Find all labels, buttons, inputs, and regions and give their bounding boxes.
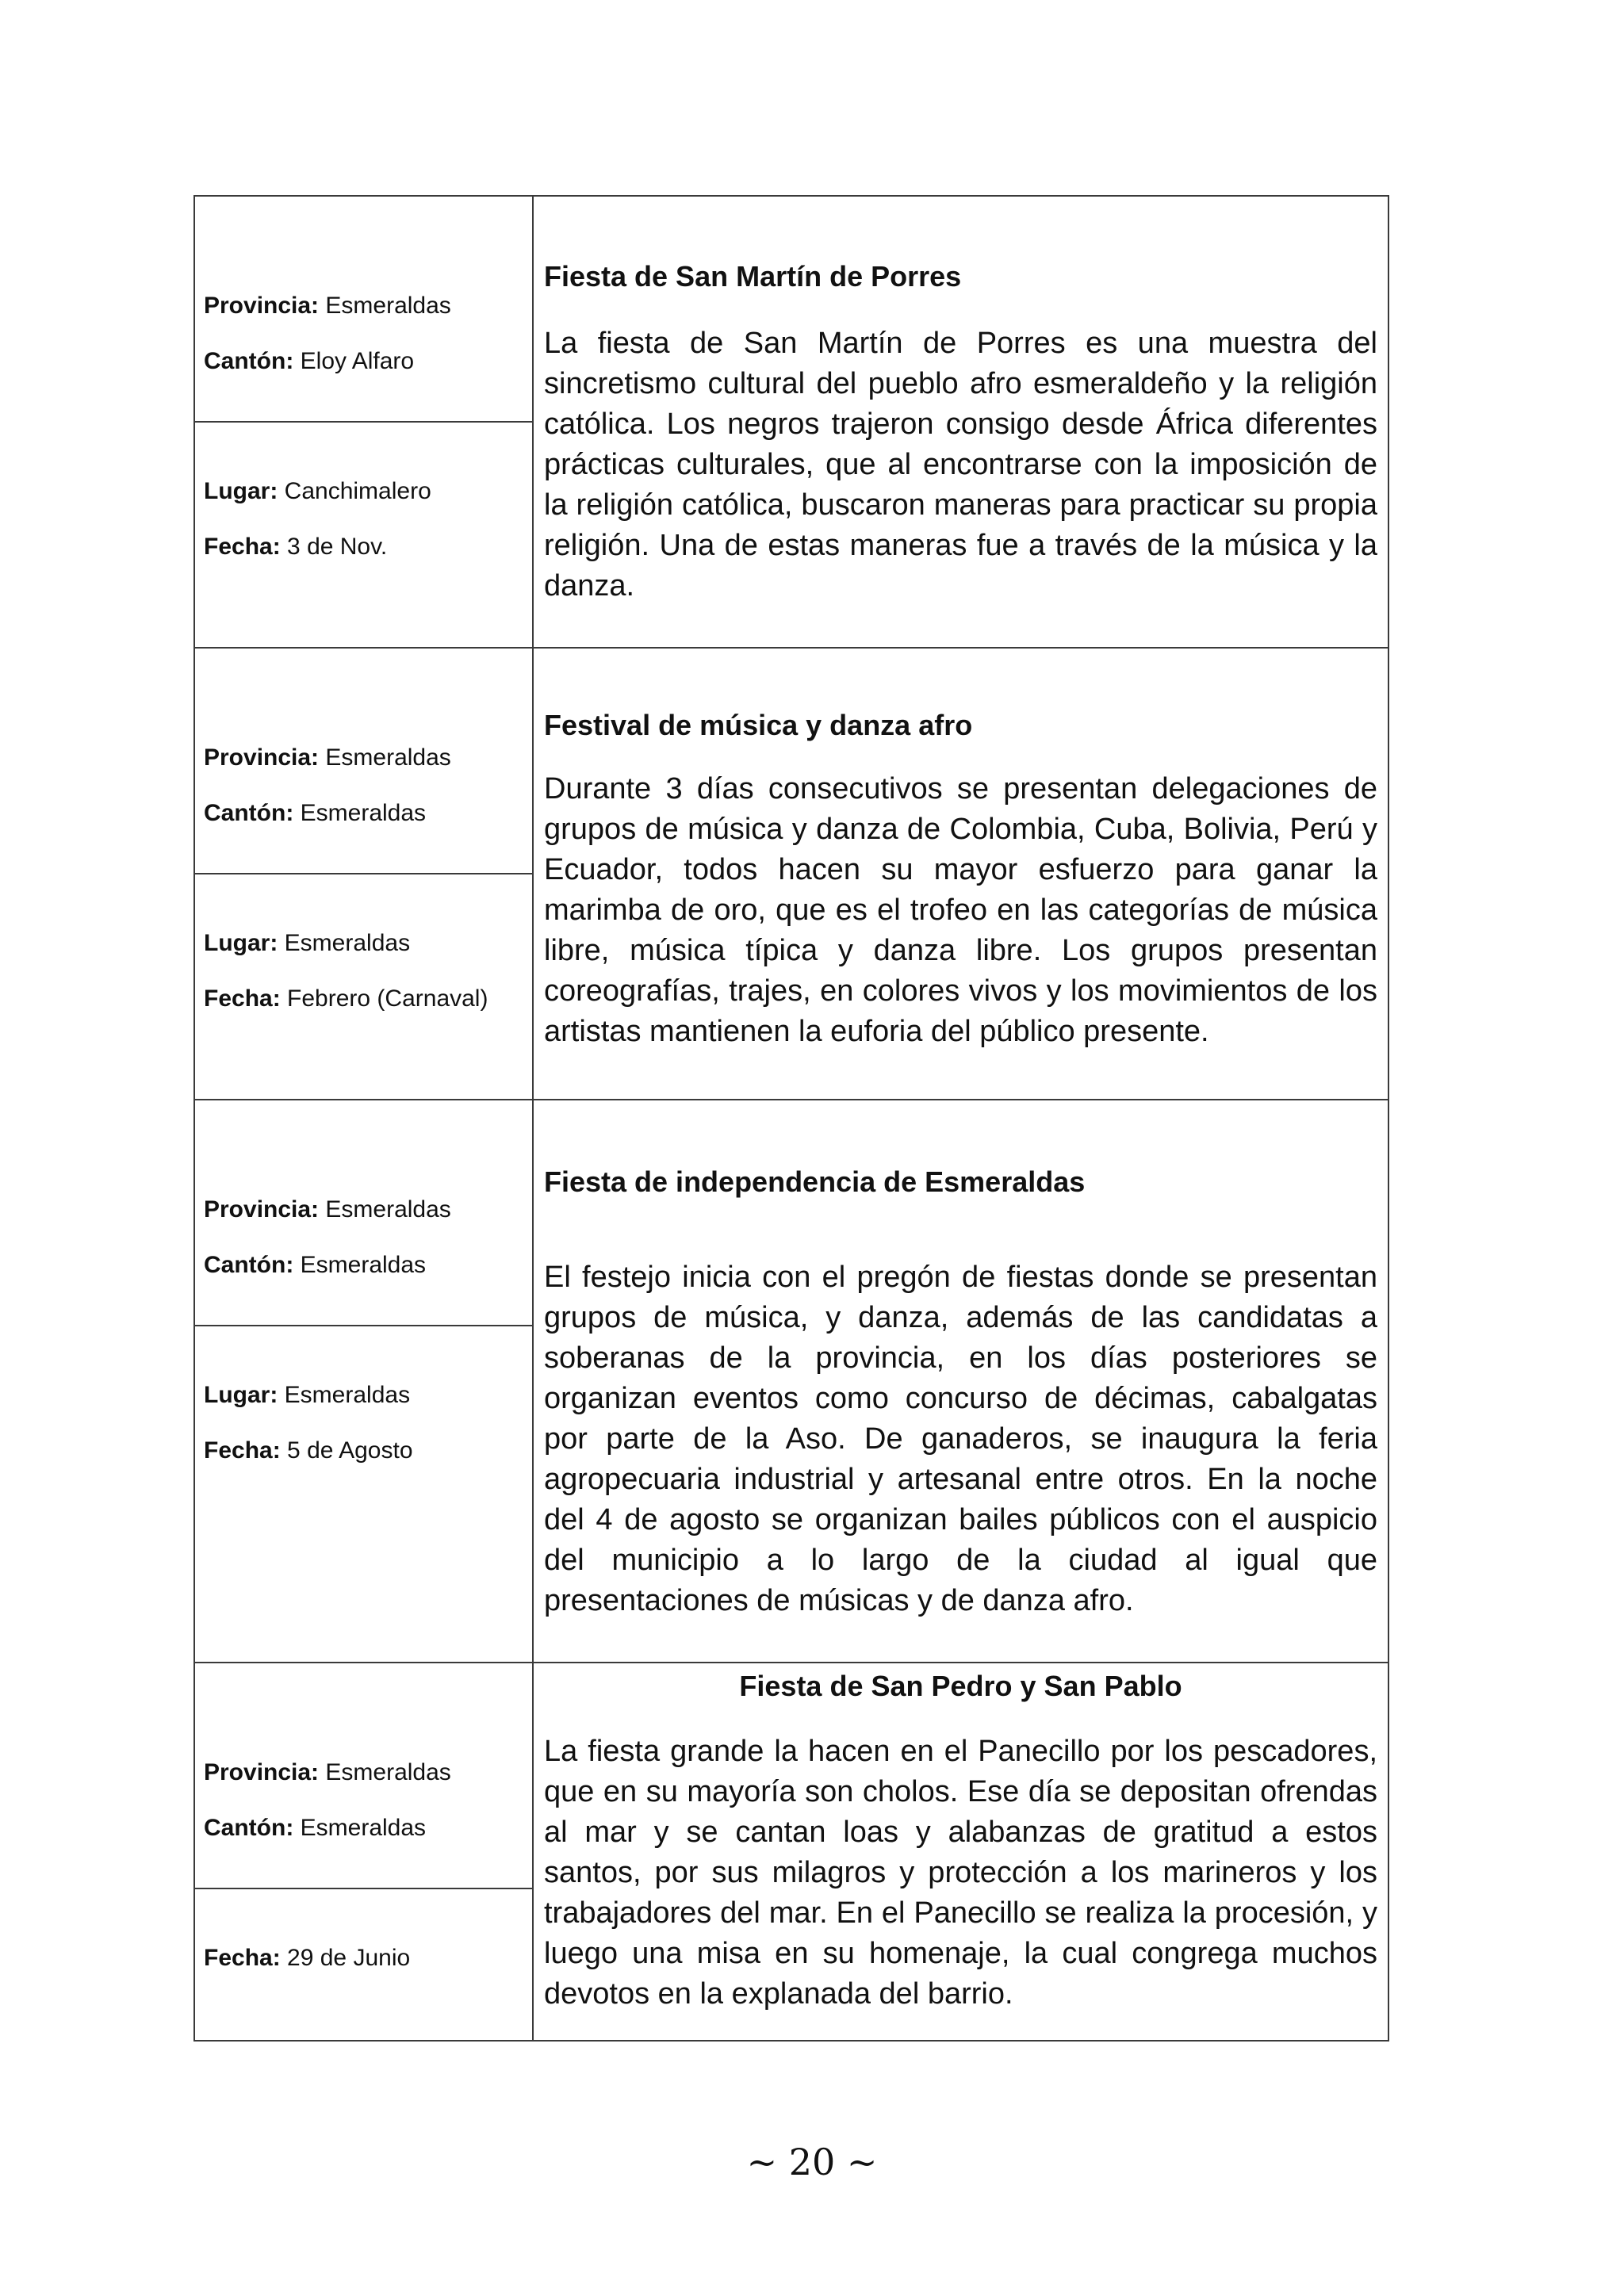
table-row: [194, 196, 1388, 648]
date-block: [195, 1326, 532, 1662]
canton-value: Esmeraldas: [300, 1252, 427, 1278]
event-description: La fiesta de San Martín de Porres es una muestra del sincretismo cultural del pueblo afro esmeraldeño y la religión católica. Los negros trajeron consigo desde África diferentes prácticas culturales, que al encontrarse con la imposición de la religión católica, buscaron maneras para practicar su propia religión. Una de estas maneras fue a través de la música y la danza.: [544, 327, 1377, 603]
location-block: [195, 649, 532, 874]
canton-line: Cantón: Esmeraldas: [204, 1815, 427, 1841]
meta-column: [194, 1663, 533, 2041]
provincia-value: Esmeraldas: [325, 293, 451, 319]
location-block: [195, 1100, 532, 1326]
fecha-line: Fecha: 29 de Junio: [204, 1945, 411, 1971]
table-row: [194, 1100, 1388, 1663]
canton-line: Cantón: Esmeraldas: [204, 800, 427, 826]
event-title: Fiesta de independencia de Esmeraldas: [544, 1165, 1086, 1198]
fecha-line: Fecha: 5 de Agosto: [204, 1437, 413, 1464]
fecha-value: 29 de Junio: [287, 1945, 411, 1971]
provincia-value: Esmeraldas: [325, 744, 451, 771]
lugar-value: Esmeraldas: [284, 1382, 411, 1408]
provincia-value: Esmeraldas: [325, 1759, 451, 1785]
description-column: [533, 1663, 1388, 2041]
canton-value: Esmeraldas: [300, 1815, 427, 1841]
table-row: [194, 648, 1388, 1100]
meta-column: [194, 1100, 533, 1663]
canton-line: Cantón: Eloy Alfaro: [204, 348, 415, 374]
lugar-value: Canchimalero: [284, 478, 431, 504]
location-block: [195, 197, 532, 423]
canton-value: Eloy Alfaro: [300, 348, 415, 374]
date-block: [195, 874, 532, 1099]
lugar-line: Lugar: Esmeraldas: [204, 1382, 411, 1408]
meta-column: [194, 648, 533, 1100]
fecha-line: Fecha: 3 de Nov.: [204, 534, 388, 560]
lugar-line: Lugar: Canchimalero: [204, 478, 431, 504]
provincia-line: Provincia: Esmeraldas: [204, 1196, 451, 1223]
event-title: Fiesta de San Pedro y San Pablo: [739, 1670, 1182, 1702]
description-column: [533, 648, 1388, 1100]
provincia-line: Provincia: Esmeraldas: [204, 293, 451, 319]
lugar-value: Esmeraldas: [284, 930, 411, 956]
provincia-line: Provincia: Esmeraldas: [204, 1759, 451, 1785]
fecha-value: Febrero (Carnaval): [287, 985, 488, 1012]
event-title: Fiesta de San Martín de Porres: [544, 260, 962, 293]
date-block: [195, 1889, 532, 2040]
fecha-value: 3 de Nov.: [287, 534, 388, 560]
page-number: ~ 20 ~: [746, 2141, 878, 2183]
lugar-line: Lugar: Esmeraldas: [204, 930, 411, 956]
events-table: [193, 195, 1389, 2042]
description-column: [533, 1100, 1388, 1663]
canton-value: Esmeraldas: [300, 800, 427, 826]
provincia-line: Provincia: Esmeraldas: [204, 744, 451, 771]
provincia-value: Esmeraldas: [325, 1196, 451, 1223]
location-block: [195, 1663, 532, 1889]
event-description: La fiesta grande la hacen en el Panecillo por los pescadores, que en su mayoría son cholos. Ese día se depositan ofrendas al mar y se cantan loas y alabanzas de gratitud a estos santos, por sus milagros y protección a los marineros y los trabajadores del mar. En el Panecillo se realiza la procesión, y luego una misa en su homenaje, la cual congrega muchos devotos en la explanada del barrio.: [544, 1735, 1377, 2011]
event-description: El festejo inicia con el pregón de fiestas donde se presentan grupos de música, y danza, además de las candidatas a soberanas de la provincia, en los días posteriores se organizan eventos como concurso de décimas, cabalgatas por parte de la Aso. De ganaderos, se inaugura la feria agropecuaria industrial y artesanal entre otros. En la noche del 4 de agosto se organizan bailes públicos con el auspicio del municipio a lo largo de la ciudad al igual que presentaciones de músicas y de danza afro.: [544, 1261, 1377, 1617]
canton-line: Cantón: Esmeraldas: [204, 1252, 427, 1278]
description-column: [533, 196, 1388, 648]
fecha-value: 5 de Agosto: [287, 1437, 413, 1464]
fecha-line: Fecha: Febrero (Carnaval): [204, 985, 488, 1012]
date-block: [195, 423, 532, 647]
event-description: Durante 3 días consecutivos se presentan delegaciones de grupos de música y danza de Colombia, Cuba, Bolivia, Perú y Ecuador, todos hacen su mayor esfuerzo para ganar la marimba de oro, que es el trofeo en las categorías de música libre, música típica y danza libre. Los grupos presentan coreografías, trajes, en colores vivos y los movimientos de los artistas mantienen la euforia del público presente.: [544, 772, 1377, 1048]
table-row: [194, 1663, 1388, 2041]
event-title: Festival de música y danza afro: [544, 709, 973, 741]
meta-column: [194, 196, 533, 648]
